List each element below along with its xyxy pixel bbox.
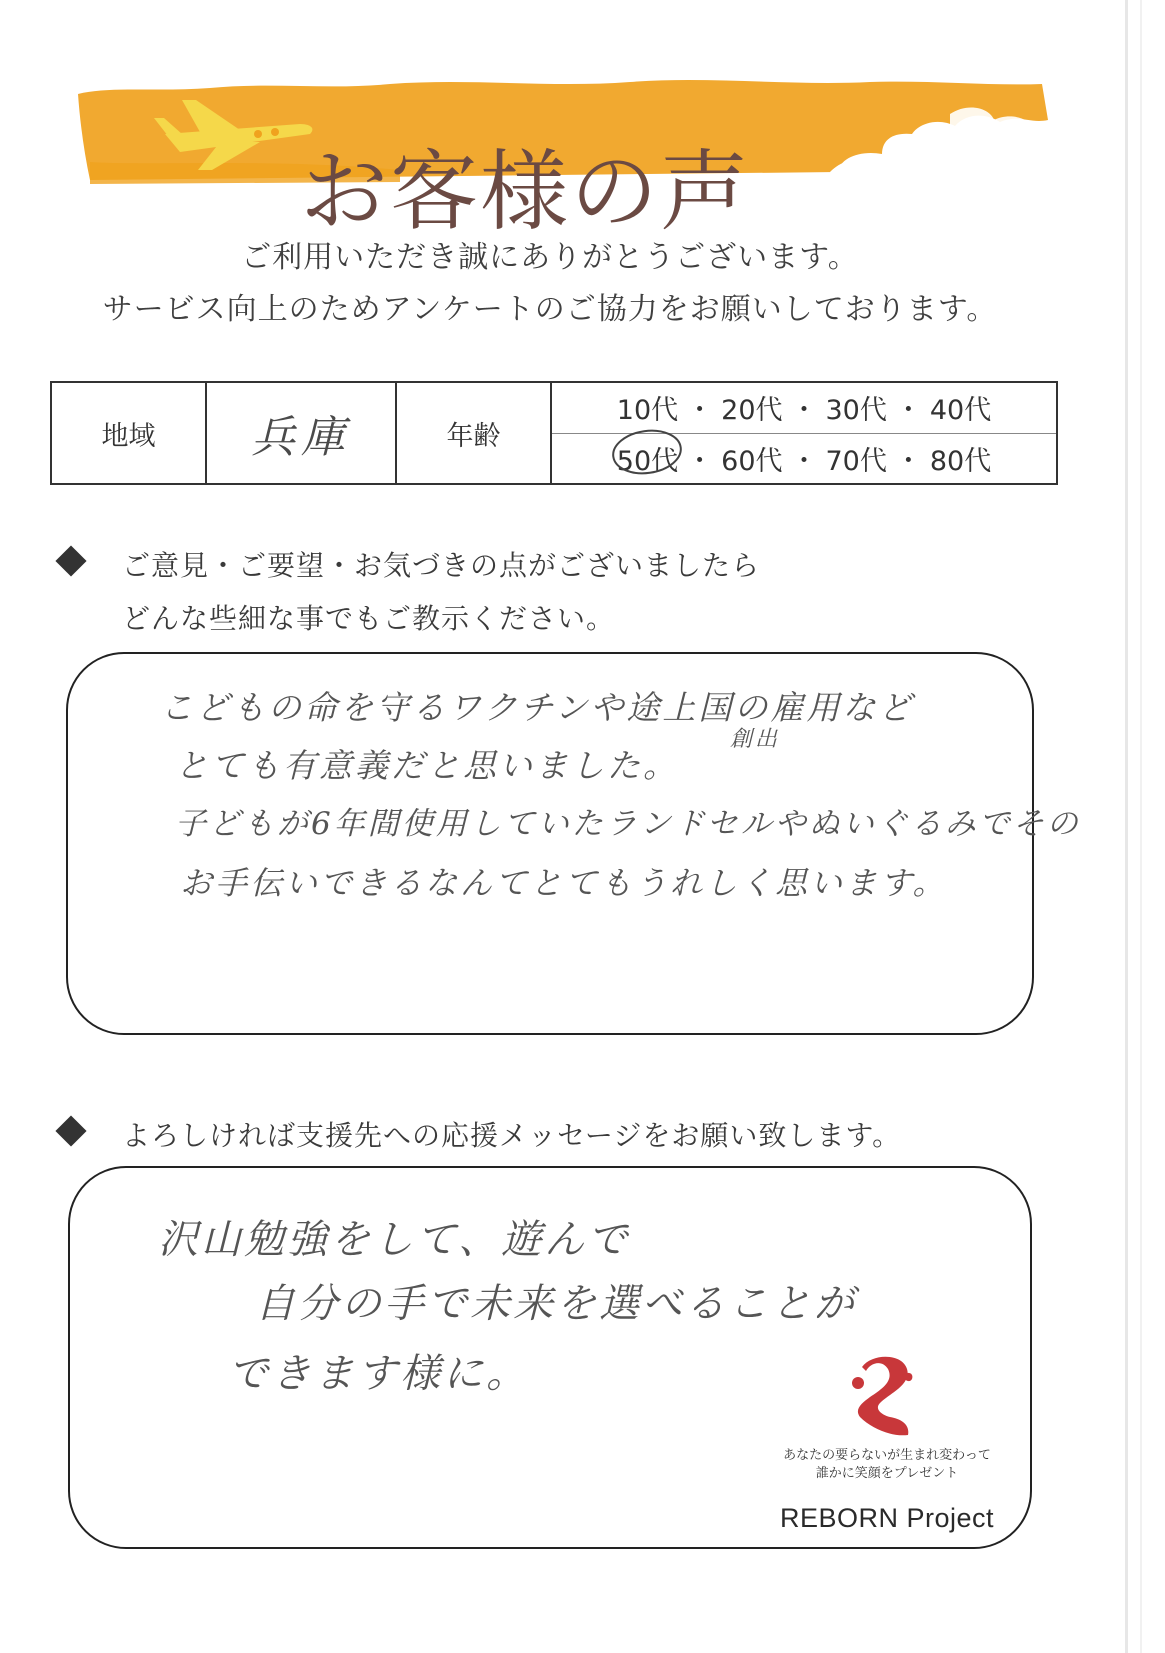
section1-bullet-icon [55,545,86,576]
region-label: 地域 [52,383,207,483]
info-table [50,381,1058,485]
page-edge [1125,0,1128,1653]
age-separator: ・ [894,395,922,427]
feedback-line: 子どもが6年間使用していたランドセルやぬいぐるみでその [175,806,1081,842]
age-option: 20代 [721,395,783,427]
age-option-selected-label: 50代 [616,445,679,477]
age-separator: ・ [686,445,714,477]
reborn-logo [762,1345,1012,1545]
section2-prompt: よろしければ支援先への応援メッセージをお願い致します。 [122,1119,902,1152]
section2-bullet-icon [55,1115,86,1146]
feedback-line: とても有意義だと思いました。 [175,746,679,785]
age-row-1 [552,383,1056,434]
reborn-mark-icon [762,1345,1012,1445]
age-separator: ・ [790,395,818,427]
feedback-insertion-note: 創出 [730,727,781,752]
age-separator: ・ [790,445,818,477]
message-line: できます様に。 [228,1351,529,1397]
header-banner [70,62,1060,243]
region-field [207,383,397,483]
age-option: 70代 [825,445,887,477]
age-option-selected [617,439,678,478]
message-line: 沢山勉強をして、遊んで [158,1217,631,1263]
intro-line-2: サービス向上のためアンケートのご協力をお願いしております。 [102,292,998,327]
logo-brand: REBORN Project [779,1503,995,1533]
age-option: 40代 [929,395,992,427]
section1-prompt-line-2: どんな些細な事でもご教示ください。 [122,602,616,635]
age-option: 60代 [721,445,783,477]
age-options [552,383,1056,483]
age-option: 80代 [929,445,992,477]
age-separator: ・ [894,445,922,477]
feedback-line: こどもの命を守るワクチンや途上国の雇用など [160,688,915,727]
age-label: 年齢 [397,383,552,483]
feedback-line: お手伝いできるなんてとてもうれしく思います。 [180,864,948,902]
section1-prompt-line-1: ご意見・ご要望・お気づきの点がございましたら [122,549,761,582]
age-separator: ・ [686,395,714,427]
page-title: お客様の声 [299,140,750,243]
age-option: 10代 [616,395,679,427]
page-edge-inner [1140,0,1142,1653]
logo-slogan-line-2: 誰かに笑顔をプレゼント [815,1466,959,1481]
region-value: 兵庫 [251,412,351,463]
intro-line-1: ご利用いただき誠にありがとうございます。 [241,240,859,275]
age-row-2 [552,434,1056,484]
message-line: 自分の手で未来を選べることが [255,1281,857,1327]
logo-slogan-line-1: あなたの要らないが生まれ変わって [783,1448,991,1463]
age-option: 30代 [825,395,887,427]
